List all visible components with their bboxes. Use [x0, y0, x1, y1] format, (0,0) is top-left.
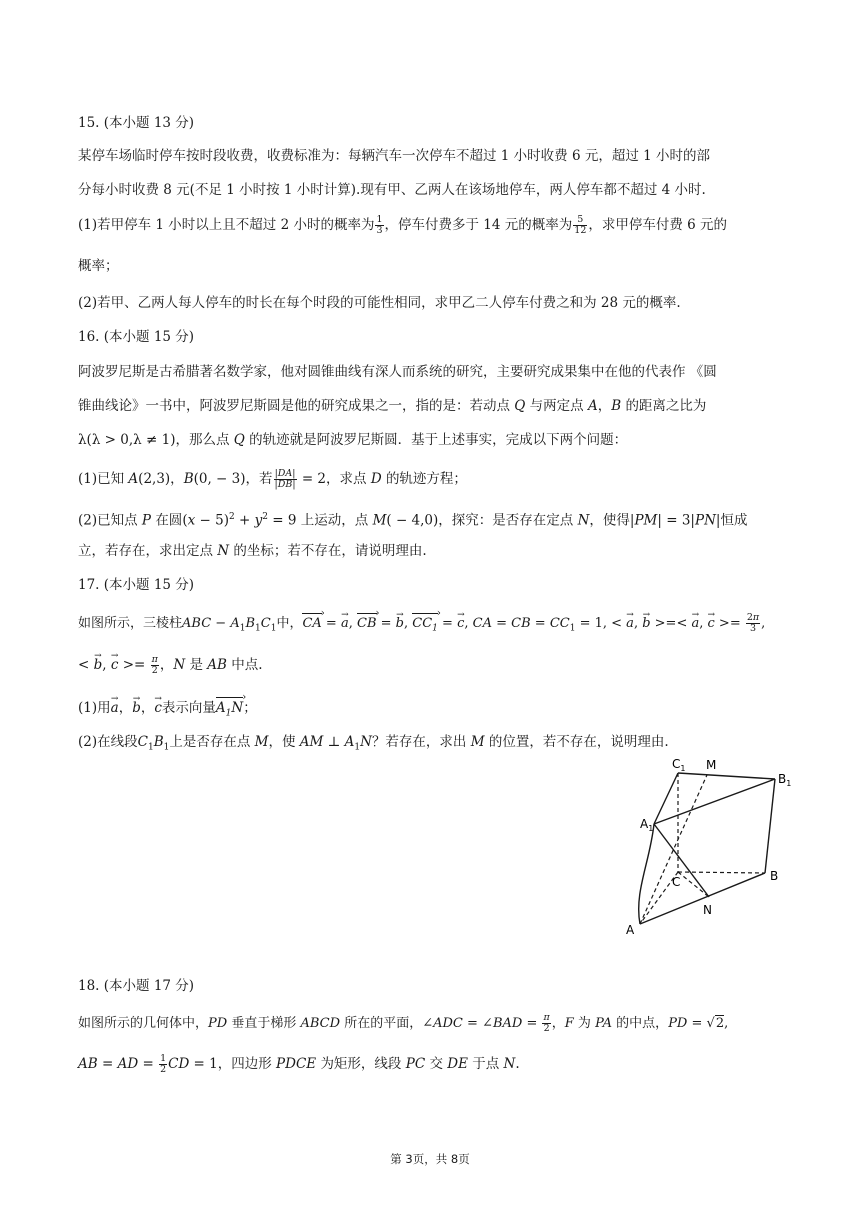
- label-b1: $B_1$: [778, 772, 792, 788]
- label-m: M: [706, 758, 717, 772]
- prism-figure: [620, 752, 800, 942]
- q16-line-1: 阿波罗尼斯是古希腊著名数学家，他对圆锥曲线有深人而系统的研究，主要研究成果集中在他的代表作 《圆: [78, 364, 717, 380]
- label-c: C: [672, 875, 681, 889]
- q15-part-1: (1)若甲停车 1 小时以上且不超过 2 小时的概率为 $\frac{1}{3}$ ，停车付费多于 14 元的概率为 $\frac{5}{12}$ ，求甲停车付费 6 元的: [78, 214, 728, 236]
- label-a1: $A_1$: [640, 817, 654, 833]
- q17-line-1: 如图所示，三棱柱ABC − $A_1B_1C_1$中，CA › = → a, CB › = → b, $CC_1$ › = → c, CA = CB = $CC_1 = 1$, < → a, → b >=< → a, → c >= $\frac{2\pi}{3}$ ,: [78, 613, 765, 638]
- q17-part-1: (1)用→ a，→ b，→ c表示向量$A_1N$ ›；: [78, 699, 257, 723]
- q16-part-1: (1)已知 A(2,3)，B(0, − 3)，若 $\frac{|DA|}{|DB|}$ = 2，求点 D 的轨迹方程；: [78, 468, 467, 490]
- q17-line-2: < → b, → c >= $\frac{\pi}{2}$ ，N 是 AB 中点.: [78, 655, 263, 676]
- label-c1: $C_1$: [672, 757, 686, 773]
- label-n: N: [703, 903, 712, 917]
- label-b: B: [770, 869, 779, 883]
- q17-part-2: (2)在线段$C_1B_1$上是否存在点 M，使 AM ⊥ $A_1N$？若存在，求出 M 的位置，若不存在，说明理由.: [78, 734, 669, 753]
- label-a: A: [626, 923, 635, 937]
- q16-part-2: (2)已知点 P 在圆$(x - 5)^2 + y^2 = 9$ 上运动，点 M( − 4,0)，探究：是否存在定点 N，使得|PM| = 3|PN|恒成: [78, 512, 748, 529]
- edge-b1-b: [765, 779, 775, 873]
- q17-heading: 17. (本小题 15 分): [78, 577, 195, 593]
- q16-heading: 16. (本小题 15 分): [78, 329, 195, 345]
- q18-line-1: 如图所示的几何体中，PD 垂直于梯形 ABCD 所在的平面，∠ADC = ∠BAD = $\frac{\pi}{2}$ ，F 为 PA 的中点，PD = √2,: [78, 1012, 729, 1034]
- q16-part-2-cont: 立，若存在，求出定点 N 的坐标；若不存在，请说明理由.: [78, 543, 427, 559]
- q15-line-2: 分每小时收费 8 元(不足 1 小时按 1 小时计算).现有甲、乙两人在该场地停车，两人停车都不超过 4 小时.: [78, 182, 706, 198]
- q15-part-1-cont: 概率；: [78, 258, 119, 274]
- q16-line-3: λ(λ > 0,λ ≠ 1)，那么点 Q 的轨迹就是阿波罗尼斯圆．基于上述事实，完成以下两个问题：: [78, 432, 628, 448]
- q16-line-2: 锥曲线论》一书中，阿波罗尼斯圆是他的研究成果之一，指的是：若动点 Q 与两定点 A，B 的距离之比为: [78, 398, 707, 414]
- segment-a1-n: [654, 824, 709, 897]
- edge-c1-b1: [678, 773, 775, 779]
- q18-line-2: AB = AD = $\frac{1}{2}$ CD = 1，四边形 PDCE 为矩形，线段 PC 交 DE 于点 N.: [78, 1053, 520, 1075]
- q15-part-2: (2)若甲、乙两人每人停车的时长在每个时段的可能性相同，求甲乙二人停车付费之和为 28 元的概率.: [78, 295, 681, 311]
- q15-line-1: 某停车场临时停车按时段收费，收费标准为：每辆汽车一次停车不超过 1 小时收费 6 元，超过 1 小时的部: [78, 148, 711, 164]
- q18-heading: 18. (本小题 17 分): [78, 978, 195, 994]
- q15-heading: 15. (本小题 13 分): [78, 115, 195, 131]
- page-footer: 第 3页，共 8页: [390, 1152, 470, 1166]
